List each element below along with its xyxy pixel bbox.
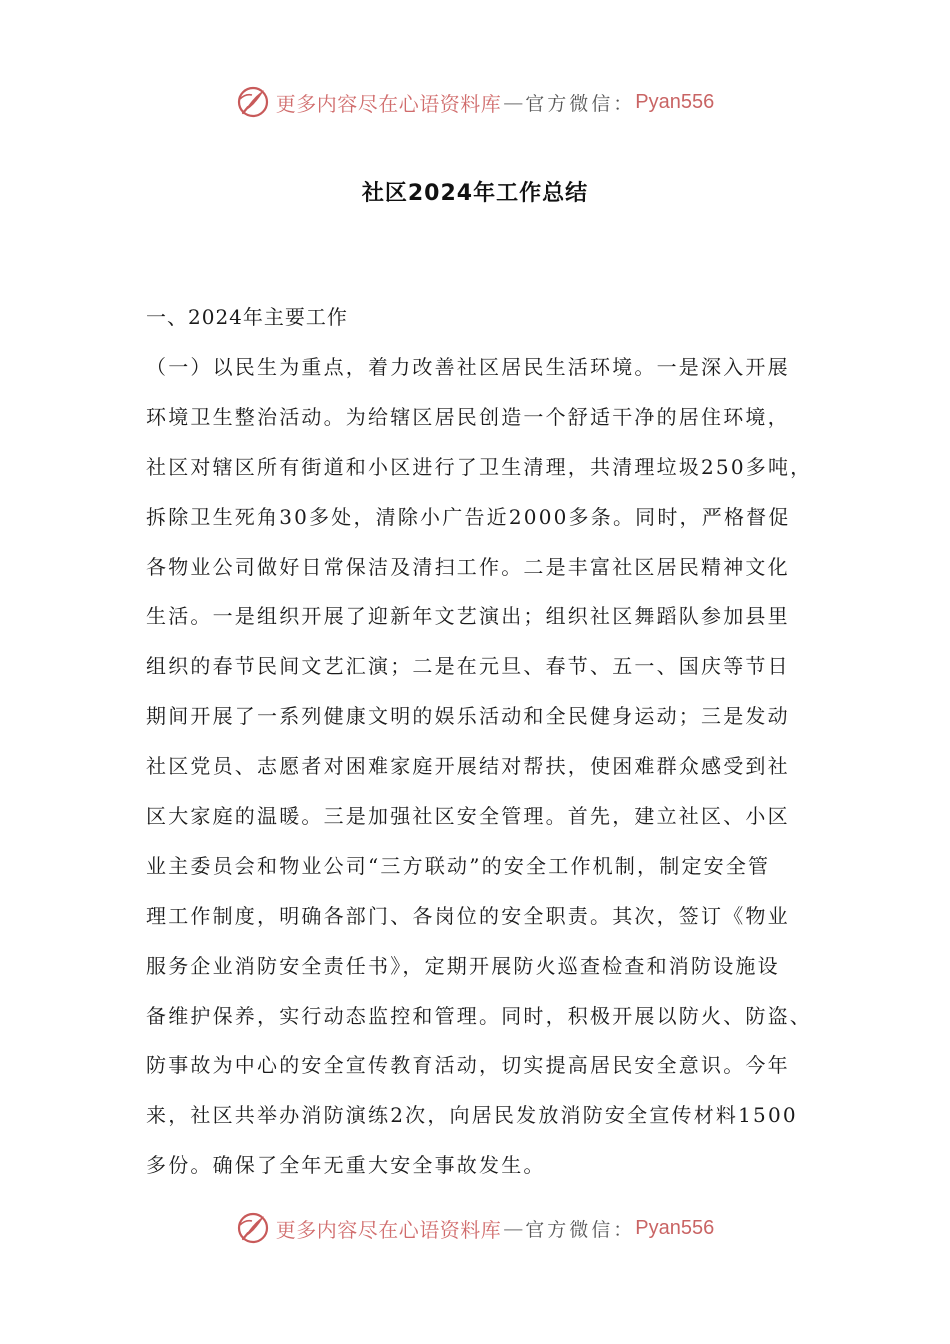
paragraph-line: 服务企业消防安全责任书》，定期开展防火巡查检查和消防设施设 xyxy=(146,953,780,978)
banner-official-label: 官方微信： xyxy=(525,92,636,115)
section-heading: 一、2024年主要工作 xyxy=(146,305,348,329)
body-paragraph xyxy=(146,347,813,1195)
paragraph-line: 来，社区共举办消防演练2次，向居民发放消防安全宣传材料1500 xyxy=(146,1103,798,1128)
paragraph-line: 拆除卫生死角30多处，清除小广告近2000多条。同时，严格督促 xyxy=(146,504,791,529)
footer-watermark-banner xyxy=(0,1208,950,1248)
paragraph-line: 社区对辖区所有街道和小区进行了卫生清理，共清理垃圾250多吨， xyxy=(146,454,813,479)
paragraph-line: 期间开展了一系列健康文明的娱乐活动和全民健身运动；三是发动 xyxy=(146,704,790,729)
banner-wechat-id: Pyan556 xyxy=(635,1216,715,1239)
banner-official-label: 官方微信： xyxy=(525,1218,636,1241)
document-title: 社区2024年工作总结 xyxy=(361,181,589,206)
quill-pen-logo-icon xyxy=(236,85,270,119)
header-watermark-banner xyxy=(0,82,950,122)
paragraph-line: 生活。一是组织开展了迎新年文艺演出；组织社区舞蹈队参加县里 xyxy=(146,604,790,629)
paragraph-line: 多份。确保了全年无重大安全事故发生。 xyxy=(146,1153,546,1178)
banner-wechat-id: Pyan556 xyxy=(635,90,715,113)
paragraph-line: 区大家庭的温暖。三是加强社区安全管理。首先，建立社区、小区 xyxy=(146,804,790,829)
banner-text: 更多内容尽在心语资料库 xyxy=(275,1217,502,1242)
quill-pen-logo-icon xyxy=(236,1211,270,1245)
paragraph-line: 环境卫生整治活动。为给辖区居民创造一个舒适干净的居住环境， xyxy=(146,404,790,429)
paragraph-line: 组织的春节民间文艺汇演；二是在元旦、春节、五一、国庆等节日 xyxy=(146,654,790,679)
paragraph-line: 备维护保养，实行动态监控和管理。同时，积极开展以防火、防盗、 xyxy=(146,1003,812,1028)
paragraph-line: 业主委员会和物业公司“三方联动”的安全工作机制，制定安全管 xyxy=(146,853,771,878)
paragraph-line: （一）以民生为重点，着力改善社区居民生活环境。一是深入开展 xyxy=(146,355,790,379)
paragraph-line: 理工作制度，明确各部门、各岗位的安全职责。其次，签订《物业 xyxy=(146,903,790,928)
banner-separator: — xyxy=(503,1216,524,1240)
paragraph-line: 社区党员、志愿者对困难家庭开展结对帮扶，使困难群众感受到社 xyxy=(146,754,790,779)
paragraph-line: 各物业公司做好日常保洁及清扫工作。二是丰富社区居民精神文化 xyxy=(146,554,790,579)
paragraph-line: 防事故为中心的安全宣传教育活动，切实提高居民安全意识。今年 xyxy=(146,1053,790,1078)
banner-text: 更多内容尽在心语资料库 xyxy=(275,91,502,116)
banner-separator: — xyxy=(503,90,524,114)
